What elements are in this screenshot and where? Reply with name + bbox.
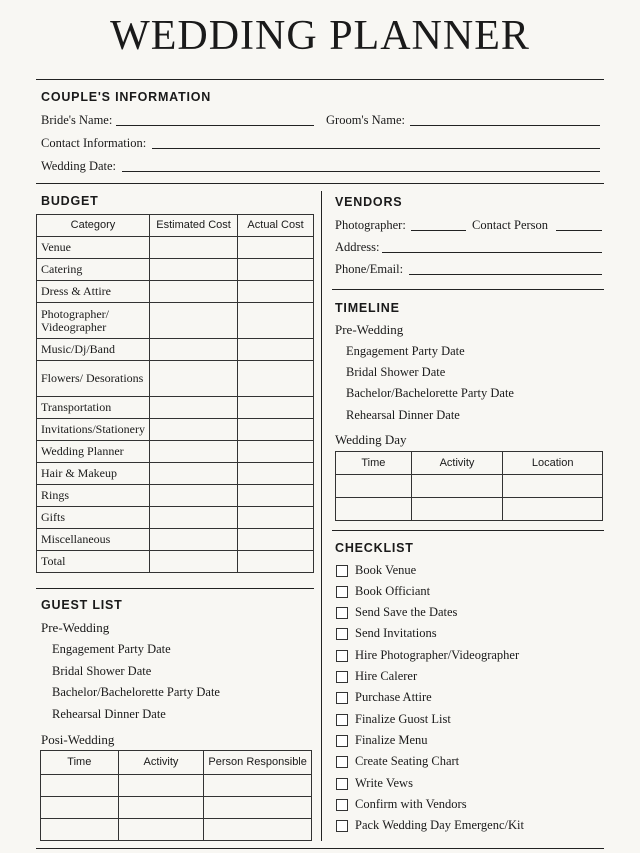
table-row xyxy=(37,441,314,463)
table-row xyxy=(37,419,314,441)
guest-post-label: Posi-Wedding xyxy=(41,732,115,747)
actual-cost-cell[interactable] xyxy=(238,419,314,441)
checkbox[interactable] xyxy=(336,650,348,662)
estimated-cost-cell[interactable] xyxy=(150,441,238,463)
vendors-divider xyxy=(332,289,604,290)
wedding-date-field[interactable] xyxy=(122,171,600,172)
estimated-cost-cell[interactable] xyxy=(150,529,238,551)
table-row xyxy=(41,819,312,841)
timeline-heading: TIMELINE xyxy=(335,301,400,315)
checklist-item: Send Invitations xyxy=(355,626,437,640)
checklist-item: Book Officiant xyxy=(355,584,431,598)
timeline-pre-item: Rehearsal Dinner Date xyxy=(346,408,460,422)
estimated-cost-cell[interactable] xyxy=(150,259,238,281)
bride-name-field[interactable] xyxy=(116,125,314,126)
budget-col-estimated: Estimated Cost xyxy=(150,215,238,237)
estimated-cost-cell[interactable] xyxy=(150,419,238,441)
estimated-cost-cell[interactable] xyxy=(150,339,238,361)
time-cell[interactable] xyxy=(41,819,119,841)
checkbox[interactable] xyxy=(336,778,348,790)
time-cell[interactable] xyxy=(336,498,412,521)
day-col-location: Location xyxy=(503,452,603,475)
phone-email-field[interactable] xyxy=(409,274,602,275)
timeline-pre-item: Engagement Party Date xyxy=(346,344,465,358)
actual-cost-cell[interactable] xyxy=(238,463,314,485)
couple-heading: COUPLE'S INFORMATION xyxy=(41,90,212,104)
table-row xyxy=(336,498,603,521)
phone-email-label: Phone/Email: xyxy=(335,262,404,276)
budget-category: Flowers/ Desorations xyxy=(37,361,150,397)
estimated-cost-cell[interactable] xyxy=(150,237,238,259)
checklist-item: Purchase Attire xyxy=(355,690,432,704)
checkbox[interactable] xyxy=(336,565,348,577)
actual-cost-cell[interactable] xyxy=(238,551,314,573)
actual-cost-cell[interactable] xyxy=(238,303,314,339)
checkbox[interactable] xyxy=(336,756,348,768)
activity-cell[interactable] xyxy=(411,475,503,498)
table-row xyxy=(37,485,314,507)
estimated-cost-cell[interactable] xyxy=(150,397,238,419)
checkbox[interactable] xyxy=(336,799,348,811)
guest-pre-item: Rehearsal Dinner Date xyxy=(52,707,166,721)
budget-category: Gifts xyxy=(37,507,150,529)
estimated-cost-cell[interactable] xyxy=(150,507,238,529)
actual-cost-cell[interactable] xyxy=(238,397,314,419)
contact-person-label: Contact Person xyxy=(472,218,549,232)
checkbox[interactable] xyxy=(336,692,348,704)
location-cell[interactable] xyxy=(503,475,603,498)
checkbox[interactable] xyxy=(336,586,348,598)
budget-category: Venue xyxy=(37,237,150,259)
checkbox[interactable] xyxy=(336,607,348,619)
activity-cell[interactable] xyxy=(118,819,204,841)
wedding-day-table xyxy=(335,451,603,521)
budget-category: Transportation xyxy=(37,397,150,419)
checkbox[interactable] xyxy=(336,735,348,747)
estimated-cost-cell[interactable] xyxy=(150,551,238,573)
budget-col-actual: Actual Cost xyxy=(238,215,314,237)
estimated-cost-cell[interactable] xyxy=(150,303,238,339)
person-cell[interactable] xyxy=(204,819,312,841)
person-cell[interactable] xyxy=(204,797,312,819)
budget-category: Miscellaneous xyxy=(37,529,150,551)
actual-cost-cell[interactable] xyxy=(238,361,314,397)
couple-divider xyxy=(36,183,604,184)
checklist-item: Pack Wedding Day Emergenc/Kit xyxy=(355,818,524,832)
vendors-heading: VENDORS xyxy=(335,195,403,209)
table-row xyxy=(37,237,314,259)
checkbox[interactable] xyxy=(336,820,348,832)
actual-cost-cell[interactable] xyxy=(238,507,314,529)
checkbox[interactable] xyxy=(336,714,348,726)
budget-category: Hair & Makeup xyxy=(37,463,150,485)
checklist-item: Finalize Guost List xyxy=(355,712,451,726)
photographer-label: Photographer: xyxy=(335,218,406,232)
table-row xyxy=(37,303,314,339)
activity-cell[interactable] xyxy=(118,775,204,797)
contact-info-field[interactable] xyxy=(152,148,600,149)
timeline-divider xyxy=(332,530,604,531)
table-row xyxy=(37,281,314,303)
groom-name-field[interactable] xyxy=(410,125,600,126)
day-col-activity: Activity xyxy=(411,452,503,475)
table-row xyxy=(37,551,314,573)
table-row xyxy=(37,361,314,397)
activity-cell[interactable] xyxy=(118,797,204,819)
estimated-cost-cell[interactable] xyxy=(150,281,238,303)
table-row xyxy=(37,397,314,419)
location-cell[interactable] xyxy=(503,498,603,521)
actual-cost-cell[interactable] xyxy=(238,237,314,259)
activity-cell[interactable] xyxy=(411,498,503,521)
guest-activity-table xyxy=(40,750,312,841)
budget-table xyxy=(36,214,314,573)
checklist-item: Hire Photographer/Videographer xyxy=(355,648,520,662)
checkbox[interactable] xyxy=(336,671,348,683)
budget-total-label: Total xyxy=(37,551,150,573)
table-row xyxy=(41,775,312,797)
actual-cost-cell[interactable] xyxy=(238,339,314,361)
guest-col-activity: Activity xyxy=(118,751,204,775)
table-row xyxy=(37,529,314,551)
checklist-item: Confirm with Vendors xyxy=(355,797,467,811)
guest-pre-item: Engagement Party Date xyxy=(52,642,171,656)
checklist-item: Hire Calerer xyxy=(355,669,418,683)
estimated-cost-cell[interactable] xyxy=(150,485,238,507)
table-row xyxy=(336,475,603,498)
guest-pre-label: Pre-Wedding xyxy=(41,620,110,635)
wedding-day-label: Wedding Day xyxy=(335,432,407,447)
address-label: Address: xyxy=(335,240,380,254)
address-field[interactable] xyxy=(382,252,602,253)
day-col-time: Time xyxy=(336,452,412,475)
guest-col-time: Time xyxy=(41,751,119,775)
table-row xyxy=(37,507,314,529)
person-cell[interactable] xyxy=(204,775,312,797)
page-title: WEDDING PLANNER xyxy=(110,13,530,59)
timeline-pre-label: Pre-Wedding xyxy=(335,322,404,337)
wedding-date-label: Wedding Date: xyxy=(41,159,117,173)
actual-cost-cell[interactable] xyxy=(238,441,314,463)
checklist-item: Book Venue xyxy=(355,563,417,577)
estimated-cost-cell[interactable] xyxy=(150,463,238,485)
checklist-item: Create Seating Chart xyxy=(355,754,460,768)
column-divider xyxy=(321,191,322,841)
guest-list-heading: GUEST LIST xyxy=(41,598,123,612)
actual-cost-cell[interactable] xyxy=(238,529,314,551)
groom-name-label: Groom's Name: xyxy=(326,113,405,127)
estimated-cost-cell[interactable] xyxy=(150,361,238,397)
budget-col-category: Category xyxy=(37,215,150,237)
checklist-item: Finalize Menu xyxy=(355,733,428,747)
time-cell[interactable] xyxy=(336,475,412,498)
timeline-pre-item: Bachelor/Bachelorette Party Date xyxy=(346,386,514,400)
table-row xyxy=(41,797,312,819)
contact-info-label: Contact Information: xyxy=(41,136,147,150)
checklist-heading: CHECKLIST xyxy=(335,541,414,555)
budget-category: Catering xyxy=(37,259,150,281)
time-cell[interactable] xyxy=(41,797,119,819)
checkbox[interactable] xyxy=(336,628,348,640)
timeline-pre-item: Bridal Shower Date xyxy=(346,365,446,379)
guest-pre-item: Bridal Shower Date xyxy=(52,664,152,678)
budget-category: Wedding Planner xyxy=(37,441,150,463)
table-row xyxy=(37,339,314,361)
budget-category: Photographer/ Videographer xyxy=(37,303,150,339)
table-row xyxy=(37,259,314,281)
actual-cost-cell[interactable] xyxy=(238,281,314,303)
photographer-field[interactable] xyxy=(411,230,466,231)
actual-cost-cell[interactable] xyxy=(238,485,314,507)
actual-cost-cell[interactable] xyxy=(238,259,314,281)
checklist-item: Write Vews xyxy=(355,776,413,790)
guest-pre-item: Bachelor/Bachelorette Party Date xyxy=(52,685,220,699)
title-divider xyxy=(36,79,604,80)
bottom-divider xyxy=(36,848,604,849)
budget-category: Rings xyxy=(37,485,150,507)
bride-name-label: Bride's Name: xyxy=(41,113,113,127)
budget-category: Music/Dj/Band xyxy=(37,339,150,361)
time-cell[interactable] xyxy=(41,775,119,797)
budget-divider xyxy=(36,588,314,589)
budget-heading: BUDGET xyxy=(41,194,99,208)
contact-person-field[interactable] xyxy=(556,230,602,231)
table-row xyxy=(37,463,314,485)
guest-col-person: Person Responsible xyxy=(204,751,312,775)
budget-category: Invitations/Stationery xyxy=(37,419,150,441)
budget-category: Dress & Attire xyxy=(37,281,150,303)
checklist-item: Send Save the Dates xyxy=(355,605,458,619)
